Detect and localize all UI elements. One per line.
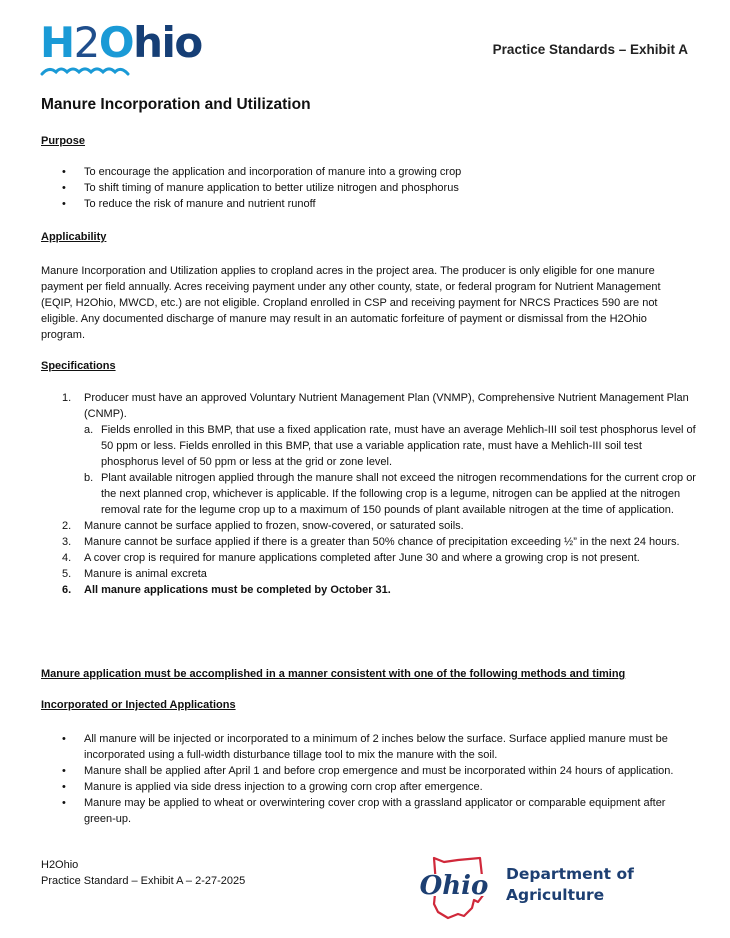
item-number: 2.: [62, 520, 72, 532]
list-item-text: Manure may be applied to wheat or overwintering cover crop with a grassland applicator or comparable equipment after green-up.: [84, 797, 666, 825]
logo-letter-h: H: [40, 18, 74, 67]
spec-item-4: [62, 550, 702, 566]
list-item: [60, 731, 700, 763]
item-text: Manure is animal excreta: [84, 568, 207, 580]
item-number: 3.: [62, 536, 72, 548]
list-item-text: Manure is applied via side dress injection to a growing corn crop after emergence.: [84, 781, 483, 793]
spec-item-3: [62, 534, 702, 550]
logo-letters-hio: hio: [133, 18, 202, 67]
spec-item-6: [62, 582, 702, 598]
list-item-text: To encourage the application and incorporation of manure into a growing crop: [84, 166, 462, 178]
oda-line-1: Department of: [506, 865, 634, 883]
spec-subitem-a: [84, 422, 702, 470]
item-letter: b.: [84, 472, 94, 484]
logo-digit-2: 2: [73, 18, 99, 67]
list-item: [60, 763, 700, 779]
spec-item-2: [62, 518, 702, 534]
list-item: [60, 779, 700, 795]
item-number: 6.: [62, 584, 72, 596]
applicability-paragraph: Manure Incorporation and Utilization applies to cropland acres in the project area. The producer is only eligible for one manure payment per field annually. Acres receiving payment under any other county, state, or federal program for Nutrient Management (EQIP, H2Ohio, MWCD, etc.) are not eligible. Cropland enrolled in CSP and receiving payment for NRCS Practices 590 are not eligible. Any documented discharge of manure may result in an automatic forfeiture of payment or dismissal from the H2Ohio program.: [41, 265, 661, 341]
item-text: Manure cannot be surface applied to frozen, snow-covered, or saturated soils.: [84, 520, 464, 532]
list-item: [60, 164, 700, 180]
list-item: [60, 180, 700, 196]
footer-line-2: Practice Standard – Exhibit A – 2-27-2025: [41, 875, 246, 887]
purpose-heading: Purpose: [41, 135, 86, 147]
item-text: Fields enrolled in this BMP, that use a fixed application rate, must have an average Mehlich-III soil test phosphorus level of 50 ppm or less. Fields enrolled in this BMP, that use a variable application rate, must have a Mehlich-III soil test phosphorus level of 50 ppm or less at the grid or zone level.: [101, 424, 696, 468]
item-number: 4.: [62, 552, 72, 564]
spec-item-5: [62, 566, 702, 582]
h2ohio-logo-text: [40, 18, 202, 68]
exhibit-label: Practice Standards – Exhibit A: [492, 42, 688, 57]
ohio-department-of-agriculture-logo: [414, 854, 654, 924]
list-item-text: To reduce the risk of manure and nutrient runoff: [84, 198, 316, 210]
methods-heading: Manure application must be accomplished in a manner consistent with one of the following methods and timing: [41, 668, 626, 680]
applicability-heading: Applicability: [41, 231, 107, 243]
incorporated-list: [60, 731, 700, 827]
item-text: Manure cannot be surface applied if there is a greater than 50% chance of precipitation exceeding ½” in the next 24 hours.: [84, 536, 680, 548]
h2ohio-logo: [40, 18, 202, 84]
bullet-icon: •: [62, 198, 66, 210]
specifications-list: [62, 390, 702, 598]
spec-subitem-b: [84, 470, 702, 518]
item-text: All manure applications must be completed by October 31.: [84, 584, 391, 596]
item-number: 5.: [62, 568, 72, 580]
list-item: [60, 795, 700, 827]
bullet-icon: •: [62, 733, 66, 745]
bullet-icon: •: [62, 182, 66, 194]
spec-item-1: [62, 390, 702, 518]
specifications-heading: Specifications: [41, 360, 116, 372]
logo-letter-o: O: [98, 18, 134, 67]
bullet-icon: •: [62, 797, 66, 809]
page-title: Manure Incorporation and Utilization: [41, 96, 311, 113]
list-item-text: To shift timing of manure application to better utilize nitrogen and phosphorus: [84, 182, 459, 194]
ohio-state-outline-icon: [414, 854, 502, 924]
oda-wordmark: [506, 864, 634, 906]
water-waves-icon: [40, 64, 130, 78]
list-item-text: All manure will be injected or incorporated to a minimum of 2 inches below the surface. Surface applied manure must be incorporated using a full-width disturbance tillage tool to mix the manure with the soil.: [84, 733, 668, 761]
bullet-icon: •: [62, 765, 66, 777]
list-item-text: Manure shall be applied after April 1 and before crop emergence and must be incorporated within 24 hours of application.: [84, 765, 674, 777]
item-letter: a.: [84, 424, 94, 436]
purpose-list: [60, 164, 700, 212]
oda-line-2: Agriculture: [506, 886, 605, 904]
incorporated-heading: Incorporated or Injected Applications: [41, 699, 236, 711]
item-text: A cover crop is required for manure applications completed after June 30 and where a growing crop is not present.: [84, 552, 640, 564]
ohio-script-text: Ohio: [419, 871, 489, 901]
item-text: Producer must have an approved Voluntary Nutrient Management Plan (VNMP), Comprehensive Nutrient Management Plan (CNMP).: [84, 392, 689, 420]
footer-text: [41, 857, 245, 889]
spec-sublist: [84, 422, 702, 518]
item-number: 1.: [62, 392, 72, 404]
bullet-icon: •: [62, 781, 66, 793]
bullet-icon: •: [62, 166, 66, 178]
footer-line-1: H2Ohio: [41, 859, 79, 871]
list-item: [60, 196, 700, 212]
item-text: Plant available nitrogen applied through the manure shall not exceed the nitrogen recommendations for the current crop or the next planned crop, whichever is applicable. If the following crop is a legume, nitrogen can be applied at the nitrogen removal rate for the legume crop up to a maximum of 150 pounds of plant available nitrogen at the time of application.: [101, 472, 696, 516]
